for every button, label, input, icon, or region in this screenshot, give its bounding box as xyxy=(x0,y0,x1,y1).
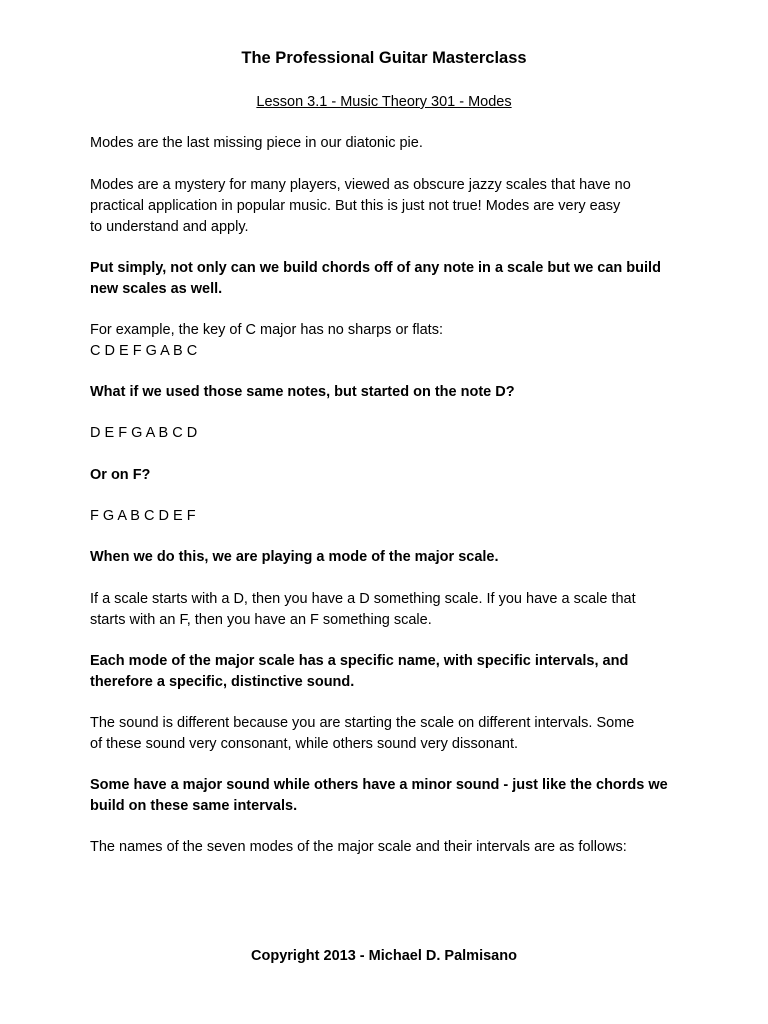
paragraph-line: build on these same intervals. xyxy=(90,797,298,814)
paragraph-line: D E F G A B C D xyxy=(90,425,198,441)
paragraph-11 xyxy=(90,651,680,693)
paragraph-3 xyxy=(90,258,680,300)
paragraph-line: Put simply, not only can we build chords off of any note in a scale but we can build xyxy=(90,260,661,276)
paragraph-1 xyxy=(90,133,680,154)
paragraph-line: to understand and apply. xyxy=(90,218,249,235)
paragraph-line: The names of the seven modes of the major scale and their intervals are as follows: xyxy=(90,839,627,855)
paragraph-line: F G A B C D E F xyxy=(90,508,196,524)
paragraph-line: Modes are the last missing piece in our diatonic pie. xyxy=(90,135,423,151)
paragraph-line: new scales as well. xyxy=(90,280,223,297)
scale-notes-f xyxy=(90,506,680,527)
paragraph-line: The sound is different because you are starting the scale on different intervals. Some xyxy=(90,715,635,731)
paragraph-2 xyxy=(90,175,680,237)
paragraph-14 xyxy=(90,837,680,858)
paragraph-13 xyxy=(90,775,680,817)
paragraph-line: of these sound very consonant, while others sound very dissonant. xyxy=(90,735,519,752)
paragraph-line: starts with an F, then you have an F something scale. xyxy=(90,611,432,628)
paragraph-line: What if we used those same notes, but started on the note D? xyxy=(90,384,515,400)
paragraph-line: Some have a major sound while others have a minor sound - just like the chords we xyxy=(90,777,668,793)
paragraph-line: therefore a specific, distinctive sound. xyxy=(90,673,355,690)
paragraph-line: practical application in popular music. But this is just not true! Modes are very easy xyxy=(90,197,621,214)
document-title: The Professional Guitar Masterclass xyxy=(241,49,527,67)
paragraph-line: Modes are a mystery for many players, viewed as obscure jazzy scales that have no xyxy=(90,177,631,193)
paragraph-line: When we do this, we are playing a mode of the major scale. xyxy=(90,549,499,565)
paragraph-7 xyxy=(90,465,680,486)
scale-notes-c: C D E F G A B C xyxy=(90,342,198,359)
paragraph-line: Each mode of the major scale has a specific name, with specific intervals, and xyxy=(90,653,629,669)
paragraph-line: If a scale starts with a D, then you have a D something scale. If you have a scale that xyxy=(90,591,636,607)
paragraph-9 xyxy=(90,547,680,568)
paragraph-4 xyxy=(90,320,680,362)
paragraph-5 xyxy=(90,382,680,403)
paragraph-10 xyxy=(90,589,680,631)
paragraph-12 xyxy=(90,713,680,755)
scale-notes-d xyxy=(90,423,680,444)
copyright-footer: Copyright 2013 - Michael D. Palmisano xyxy=(251,948,517,964)
paragraph-line: Or on F? xyxy=(90,467,151,483)
paragraph-line: For example, the key of C major has no sharps or flats: xyxy=(90,322,443,338)
lesson-subtitle: Lesson 3.1 - Music Theory 301 - Modes xyxy=(256,94,512,110)
